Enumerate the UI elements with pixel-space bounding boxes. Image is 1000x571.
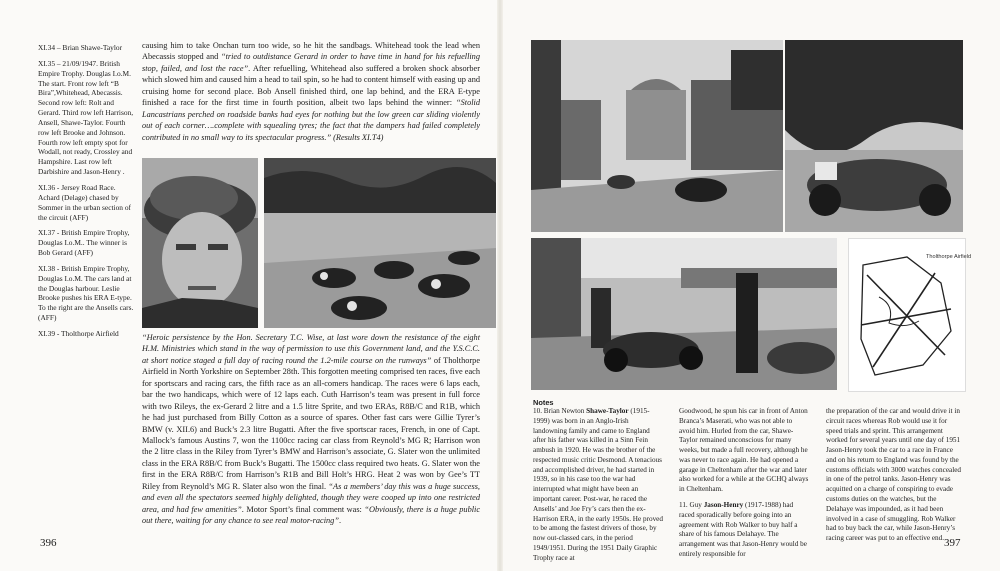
text-run: causing him to take Onchan turn too wide, so he hit the sandbags. Whitehead took the lead when Abecassis stopped and — [142, 41, 480, 62]
notes-column-3 — [826, 407, 964, 550]
quote: “Heroic persistence by the Hon. Secretary T.C. Wise, at last wore down the resistance of the eight H.M. Ministries which stand in the way of permission to use this Government land, and the Y.S.C.C. at short notice staged a full day of racing round the 1.2-mile course on the runways” — [142, 333, 480, 365]
notes-column-2 — [679, 407, 809, 566]
text-run: 10. Brian Newton — [533, 407, 587, 415]
text-run: (1915-1999) was born in an Anglo-Irish landowning family and came to England after his father was killed in a Sinn Fein ambush in 1920. He was the brother of the respected music critic Desmond. A tenacious and accomplished driver, he had started in 1939, so in his case too the war had interrupted what might have been an important career. Post-war, he raced the Ansells’ and Joe Fry’s cars then the ex-Harrison ERA, in the early 1950s. He proved to be among the fastest drivers of those, by now out-classed cars, in the period 1949/1951. During the 1951 Daily Graphic Trophy race at — [533, 407, 663, 562]
text-run: the preparation of the car and would drive it in circuit races whereas Rob would use it for speed trials and sprint. This arrangement worked for several years until one day of 1951 Jason-Henry took the car to a race in France and on his return to England was found by the customs officials with 3000 watches concealed in one of the petrol tanks. Jason-Henry was acquitted on a charge of conspiring to evade customs duties on the watches, but the Delahaye was impounded, as it had been involved in a case of smuggling. Rob Walker had to buy back the car, while Jason-Henry’s racing career was put to an effective end. — [826, 407, 961, 543]
note-10-continued — [679, 407, 809, 495]
paragraph — [142, 40, 480, 143]
tholthorpe-airfield-map — [848, 238, 966, 392]
note-name: Shawe-Taylor — [586, 407, 629, 415]
photo-captions — [38, 43, 135, 345]
text-run: of Tholthorpe Airfield in North Yorkshire on September 28th. This forgotten meeting comprised ten races, five each for sportscars and racing cars, the fifth race as an all-comers handicap. The races were 6 laps each, bar the two handicaps, which were of 12 laps each. Cuth Harrison’s team was present in full force with two Rileys, the ex-Gerard 2 litre and a 1.5 litre Sprite, and two ERAs, R8B/C and R1B, which he had just purchased from Billy Cotton as a source of spares. Other fast cars were Gillie Tyrer’s BMW (v. XII.6) and Buck’s 2.3 litre Bugatti. After the five sportscar races, French, in one of Capt. Mallock’s famous Austins 7, won the 1100cc racing car class from Reynold’s MG R; Harrison won the 2 litre class in the Riley from Tyrer’s BMW and Harrison’s associate, G. Slater won the unlimited class in the ERA R8B/C from Buck’s Bugatti. The 1500cc class required two heats. G. Slater won the first in the ERA R8B/C from Harrison’s R1B and Bill Holt’s HRG. Heat 2 was won by Gee’s TT Riley from Reynold’s MG R. Slater also won the final. — [142, 355, 480, 491]
caption-xi34: XI.34 – Brian Shawe-Taylor — [38, 43, 123, 52]
notes-column-1 — [533, 407, 663, 570]
photo-douglas-harbour — [531, 238, 837, 390]
caption-xi37: XI.37 - British Empire Trophy, Douglas I.o.M.. The winner is Bob Gerard (AFF) — [38, 228, 130, 258]
quote: “tried to outdistance Gerard in order to have time in hand for his refuelling stop, failed, and lost the race” — [142, 52, 480, 73]
note-10 — [533, 407, 663, 564]
note-11 — [679, 501, 809, 560]
text-run: 11. Guy — [679, 501, 704, 510]
photo-jersey-road-race — [531, 40, 783, 232]
note-11-continued — [826, 407, 964, 544]
page-number-right: 397 — [944, 537, 961, 549]
quote: “As a members’ day this was a huge success, and even all the spectators seemed highly delighted, though they were cooped up into one restricted area, and had few amenities” — [142, 481, 480, 514]
text-run: (1917-1988) had raced sporadically before going into an agreement with Rob Walker to buy half a share of his famous Delahaye. The arrangement was that Jason-Henry would be entirely responsible for — [679, 501, 807, 558]
map-label: Tholthorpe Airfield — [926, 254, 972, 260]
photo-brian-shawe-taylor — [142, 158, 258, 328]
text-run: . After refuelling, Whitehead also suffered a broken shock absorber which slowed him and caused him a head to tail spin, so he had to content himself with easing up and cruising home for second place. Bob Ansell finished third, one lap behind, and the ERA E-type finished a race for the first time in fourth position, albeit two laps behind the winner: — [142, 63, 480, 108]
note-name: Jason-Henry — [703, 501, 744, 510]
photo-bob-gerard-winner — [785, 40, 963, 232]
caption-xi38: XI.38 - British Empire Trophy, Douglas I.o.M. The cars land at the Douglas harbour. Leslie Brooke pushes his ERA E-type. To the right are the Ansells cars. (AFF) — [38, 263, 134, 323]
photo-british-empire-trophy-start — [264, 158, 496, 328]
caption-xi39: XI.39 - Tholthorpe Airfield — [38, 328, 119, 338]
caption-xi35: XI.35 – 21/09/1947. British Empire Trophy. Douglas I.o.M. The start. Front row left “B Bira”,Whitehead, Abecassis. Second row left: Rolt and Gerard. Third row left Harrison, Ansell, Shawe-Taylor. Fourth row left Brooke and Johnson. Fourth row left empty spot for Wodall, not ready, Crossley and Hampshire. Last row left Darbishire and Jason-Henry . — [38, 58, 134, 177]
book-gutter — [497, 0, 503, 571]
notes-heading: Notes — [533, 398, 554, 407]
text-run: . — [338, 516, 342, 525]
quote: “Obviously, there is a huge public out there, waiting for any chance to see real motor-racing” — [142, 504, 481, 525]
caption-xi36: XI.36 - Jersey Road Race. Achard (Delage) chased by Sommer in the urban section of the circuit (AFF) — [38, 182, 131, 222]
text-run: Goodwood, he spun his car in front of Anton Branca’s Maserati, who was not able to avoid him. Hurled from the car, Shawe-Taylor remained unconscious for many weeks, but made a full recovery, although he was never to race again. He had opened a garage in Cheltenham after the war and later also worked for a while at the GCHQ always in Cheltenham. — [679, 407, 809, 494]
text-run: . Motor Sport’s final comment was: — [241, 504, 365, 514]
quote: “Stolid Lancastrians perched on roadside banks had eyes for nothing but the low green car sliding violently out of each corner….complete with squealing tyres; the fact that the dampers had failed completely contributed in no small way to its spectacular progress.” (Results XI.T4) — [142, 98, 480, 142]
paragraph — [142, 332, 480, 526]
body-text-top — [142, 40, 480, 143]
body-text-bottom — [142, 332, 480, 526]
page-number-left: 396 — [40, 537, 57, 549]
